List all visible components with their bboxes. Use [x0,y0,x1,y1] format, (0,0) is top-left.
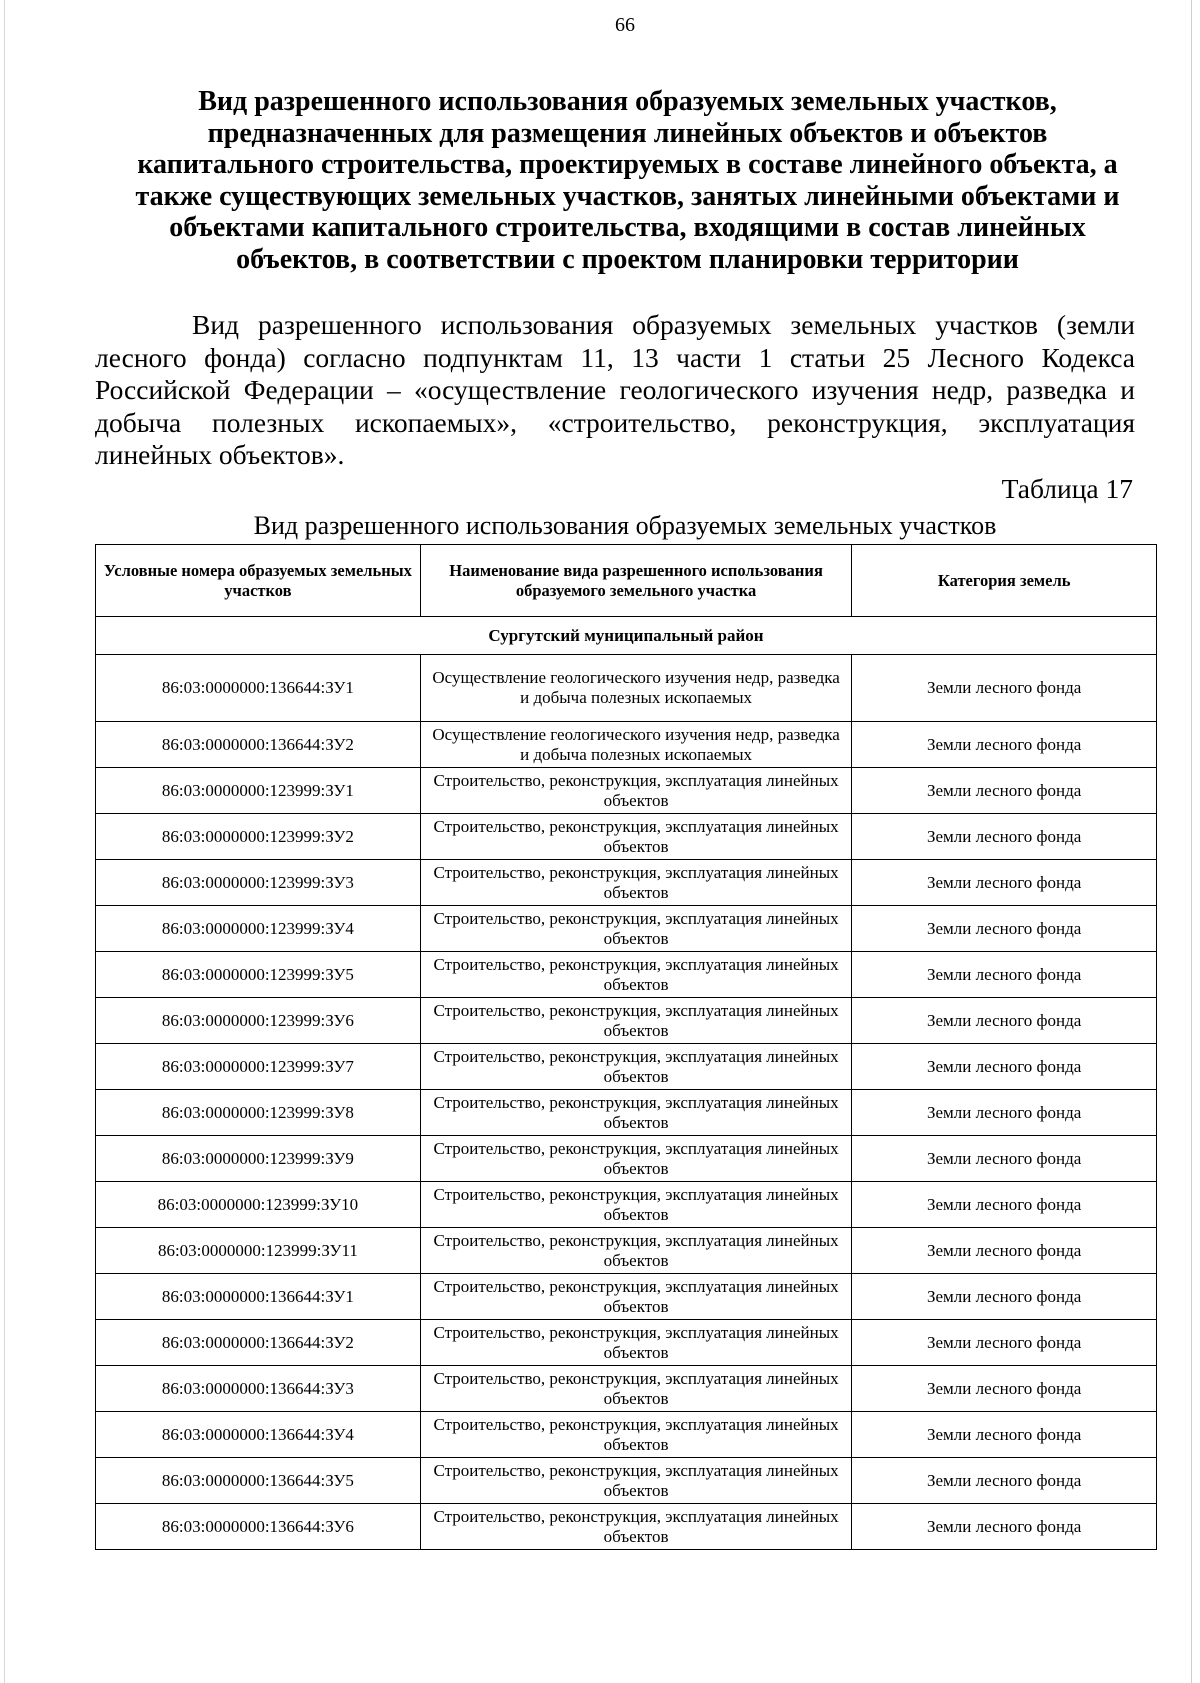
title-line: объектами капитального строительства, входящими в состав линейных [169,212,1086,243]
cell-use-type: Строительство, реконструкция, эксплуатация линейных объектов [420,1136,852,1182]
cell-plot-number: 86:03:0000000:136644:ЗУ2 [96,722,421,768]
header-use-type: Наименование вида разрешенного использования образуемого земельного участка [420,545,852,617]
cell-use-type: Строительство, реконструкция, эксплуатация линейных объектов [420,1044,852,1090]
table-row [96,1182,1157,1228]
cell-use-type: Строительство, реконструкция, эксплуатация линейных объектов [420,1182,852,1228]
table-row [96,860,1157,906]
cell-land-category: Земли лесного фонда [852,1504,1157,1550]
cell-plot-number: 86:03:0000000:136644:ЗУ4 [96,1412,421,1458]
cell-plot-number: 86:03:0000000:123999:ЗУ7 [96,1044,421,1090]
group-label: Сургутский муниципальный район [96,617,1157,655]
cell-use-type: Строительство, реконструкция, эксплуатация линейных объектов [420,1366,852,1412]
cell-plot-number: 86:03:0000000:136644:ЗУ5 [96,1458,421,1504]
table-row [96,722,1157,768]
table-row [96,814,1157,860]
cell-plot-number: 86:03:0000000:123999:ЗУ8 [96,1090,421,1136]
cell-use-type: Строительство, реконструкция, эксплуатация линейных объектов [420,952,852,998]
cell-use-type: Строительство, реконструкция, эксплуатация линейных объектов [420,814,852,860]
cell-land-category: Земли лесного фонда [852,906,1157,952]
cell-land-category: Земли лесного фонда [852,1182,1157,1228]
title-line: предназначенных для размещения линейных объектов и объектов [207,117,1048,149]
cell-use-type: Строительство, реконструкция, эксплуатация линейных объектов [420,906,852,952]
cell-use-type: Осуществление геологического изучения недр, разведка и добыча полезных ископаемых [420,655,852,722]
cell-plot-number: 86:03:0000000:136644:ЗУ1 [96,1274,421,1320]
scan-edge-left [4,0,5,1683]
cell-land-category: Земли лесного фонда [852,1412,1157,1458]
header-land-category: Категория земель [852,545,1157,617]
header-plot-number: Условные номера образуемых земельных участков [96,545,421,617]
cell-land-category: Земли лесного фонда [852,1320,1157,1366]
cell-plot-number: 86:03:0000000:123999:ЗУ1 [96,768,421,814]
cell-use-type: Строительство, реконструкция, эксплуатация линейных объектов [420,860,852,906]
table-header-row [96,545,1157,617]
table-group-row [96,617,1157,655]
cell-land-category: Земли лесного фонда [852,1228,1157,1274]
table-row [96,1044,1157,1090]
table-label: Таблица 17 [1001,473,1133,504]
intro-paragraph: Вид разрешенного использования образуемых земельных участков (земли лесного фонда) согласно подпунктам 11, 13 части 1 статьи 25 Лесного Кодекса Российской Федерации – «осуществление геологического изучения недр, разведка и добыча полезных ископаемых», «строительство, реконструкция, эксплуатация линейных объектов». [95,309,1135,470]
cell-use-type: Строительство, реконструкция, эксплуатация линейных объектов [420,1458,852,1504]
scan-edge-right [1191,0,1192,1683]
table-row [96,1228,1157,1274]
table-row [96,906,1157,952]
table-row [96,1320,1157,1366]
cell-use-type: Строительство, реконструкция, эксплуатация линейных объектов [420,768,852,814]
document-title [95,86,1160,275]
title-line: капитального строительства, проектируемых в составе линейного объекта, а [137,149,1118,180]
title-line: также существующих земельных участков, занятых линейными объектами и [135,180,1120,212]
cell-use-type: Строительство, реконструкция, эксплуатация линейных объектов [420,1412,852,1458]
cell-plot-number: 86:03:0000000:123999:ЗУ3 [96,860,421,906]
cell-plot-number: 86:03:0000000:123999:ЗУ9 [96,1136,421,1182]
cell-land-category: Земли лесного фонда [852,1366,1157,1412]
cell-use-type: Строительство, реконструкция, эксплуатация линейных объектов [420,1274,852,1320]
cell-plot-number: 86:03:0000000:123999:ЗУ11 [96,1228,421,1274]
cell-land-category: Земли лесного фонда [852,952,1157,998]
cell-use-type: Строительство, реконструкция, эксплуатация линейных объектов [420,1090,852,1136]
cell-plot-number: 86:03:0000000:123999:ЗУ4 [96,906,421,952]
cell-plot-number: 86:03:0000000:136644:ЗУ2 [96,1320,421,1366]
land-plots-table [95,544,1157,1550]
cell-land-category: Земли лесного фонда [852,1136,1157,1182]
table-row [96,952,1157,998]
cell-land-category: Земли лесного фонда [852,655,1157,722]
table-caption: Вид разрешенного использования образуемых земельных участков [253,511,997,540]
cell-land-category: Земли лесного фонда [852,814,1157,860]
cell-land-category: Земли лесного фонда [852,1090,1157,1136]
cell-land-category: Земли лесного фонда [852,860,1157,906]
cell-plot-number: 86:03:0000000:136644:ЗУ1 [96,655,421,722]
cell-land-category: Земли лесного фонда [852,768,1157,814]
table-row [96,1412,1157,1458]
cell-plot-number: 86:03:0000000:123999:ЗУ10 [96,1182,421,1228]
cell-plot-number: 86:03:0000000:123999:ЗУ5 [96,952,421,998]
table-row [96,655,1157,722]
cell-use-type: Строительство, реконструкция, эксплуатация линейных объектов [420,1504,852,1550]
table-row [96,1366,1157,1412]
page-number: 66 [615,14,635,36]
cell-plot-number: 86:03:0000000:123999:ЗУ6 [96,998,421,1044]
cell-land-category: Земли лесного фонда [852,1274,1157,1320]
cell-plot-number: 86:03:0000000:123999:ЗУ2 [96,814,421,860]
table-row [96,768,1157,814]
table-row [96,1504,1157,1550]
cell-land-category: Земли лесного фонда [852,1458,1157,1504]
cell-plot-number: 86:03:0000000:136644:ЗУ3 [96,1366,421,1412]
table-row [96,1090,1157,1136]
table-row [96,1274,1157,1320]
cell-land-category: Земли лесного фонда [852,998,1157,1044]
table-row [96,998,1157,1044]
cell-land-category: Земли лесного фонда [852,1044,1157,1090]
cell-use-type: Строительство, реконструкция, эксплуатация линейных объектов [420,998,852,1044]
cell-plot-number: 86:03:0000000:136644:ЗУ6 [96,1504,421,1550]
cell-use-type: Строительство, реконструкция, эксплуатация линейных объектов [420,1228,852,1274]
table-row [96,1136,1157,1182]
table-row [96,1458,1157,1504]
title-line: Вид разрешенного использования образуемых земельных участков, [198,86,1057,117]
title-line: объектов, в соответствии с проектом планировки территории [236,243,1019,275]
cell-use-type: Строительство, реконструкция, эксплуатация линейных объектов [420,1320,852,1366]
cell-land-category: Земли лесного фонда [852,722,1157,768]
cell-use-type: Осуществление геологического изучения недр, разведка и добыча полезных ископаемых [420,722,852,768]
